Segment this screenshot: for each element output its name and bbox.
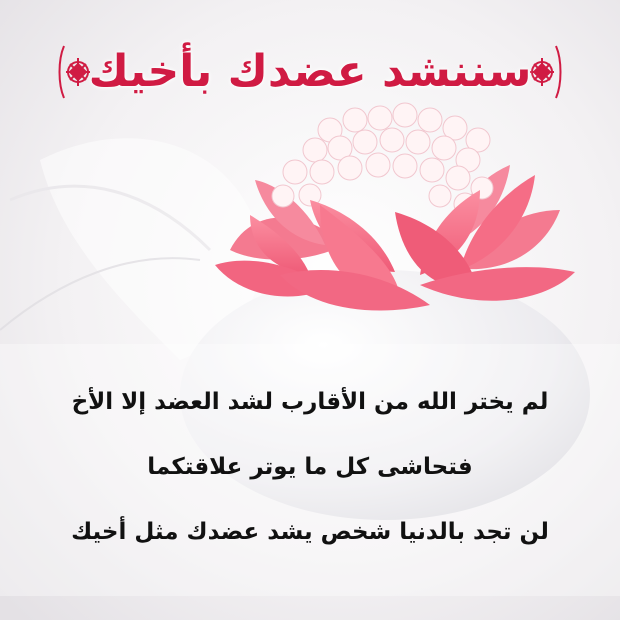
verse-line: لم يختر الله من الأقارب لشد العضد إلا الأخ: [71, 389, 549, 415]
verse-line: لن تجد بالدنيا شخص يشد عضدك مثل أخيك: [71, 519, 549, 545]
verse-list: [0, 370, 620, 565]
verse-line: فتحاشى كل ما يوتر علاقتكما: [147, 454, 473, 480]
page-title: سننشد عضدك بأخيك: [88, 46, 532, 97]
